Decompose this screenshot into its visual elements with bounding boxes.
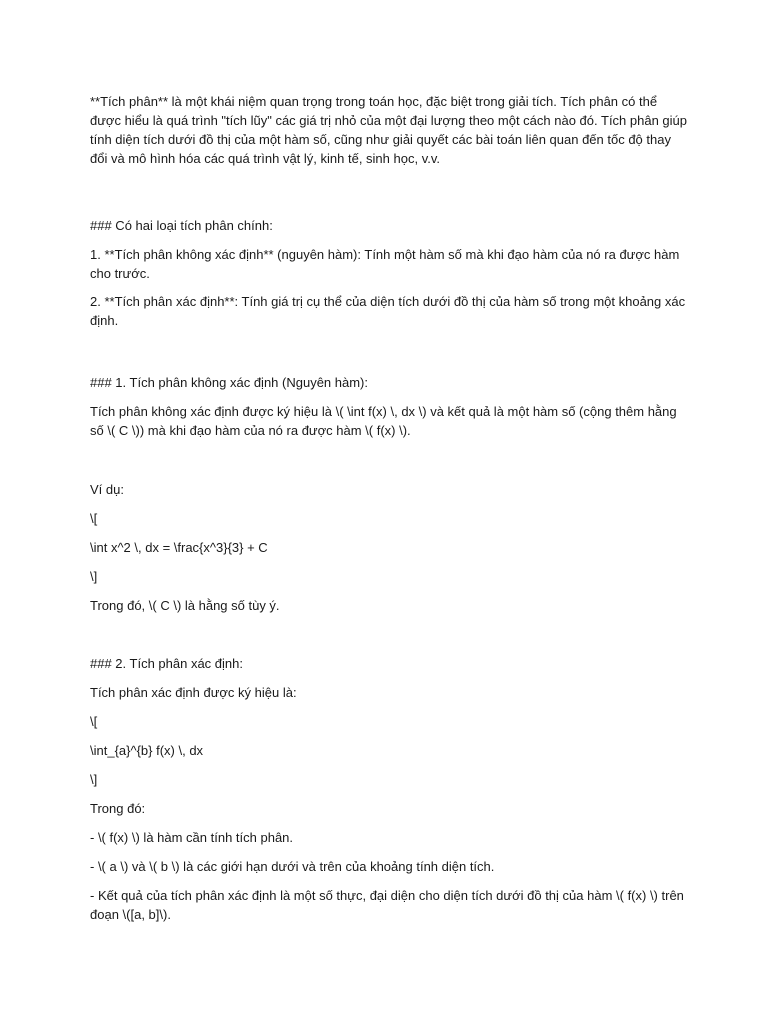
types-heading: ### Có hai loại tích phân chính:: [90, 218, 273, 233]
bullet-item: - Kết quả của tích phân xác định là một số thực, đại diện cho diện tích dưới đồ thị của hàm \( f(x) \) trên đoạn \([a, b]\).: [90, 888, 688, 922]
example-formula: \int x^2 \, dx = \frac{x^3}{3} + C: [90, 540, 268, 555]
document-body: [90, 92, 690, 924]
type-1-item: 1. **Tích phân không xác định** (nguyên hàm): Tính một hàm số mà khi đạo hàm của nó ra được hàm cho trước.: [90, 247, 683, 281]
bullet-item: - \( f(x) \) là hàm cần tính tích phân.: [90, 830, 294, 845]
definition-formula-close: \]: [90, 772, 98, 787]
section-2-text: Tích phân xác định được ký hiệu là:: [90, 685, 297, 700]
section-1-text: Tích phân không xác định được ký hiệu là \( \int f(x) \, dx \) và kết quả là một hàm số (cộng thêm hằng số \( C \)) mà khi đạo hàm của nó ra được hàm \( f(x) \).: [90, 404, 681, 438]
bullet-item: - \( a \) và \( b \) là các giới hạn dưới và trên của khoảng tính diện tích.: [90, 859, 495, 874]
type-2-item: 2. **Tích phân xác định**: Tính giá trị cụ thể của diện tích dưới đồ thị của hàm số trong một khoảng xác định.: [90, 294, 689, 328]
intro-paragraph: **Tích phân** là một khái niệm quan trọng trong toán học, đặc biệt trong giải tích. Tích phân có thể được hiểu là quá trình "tích lũy" các giá trị nhỏ của một đại lượng theo một cách nào đó. Tích phân giúp tính diện tích dưới đồ thị của một hàm số, cũng như giải quyết các bài toán liên quan đến tốc độ thay đổi và mô hình hóa các quá trình vật lý, kinh tế, sinh học, v.v.: [90, 94, 691, 166]
section-1-heading: ### 1. Tích phân không xác định (Nguyên hàm):: [90, 375, 368, 390]
section-2-heading: ### 2. Tích phân xác định:: [90, 656, 243, 671]
example-note: Trong đó, \( C \) là hằng số tùy ý.: [90, 598, 280, 613]
definition-formula: \int_{a}^{b} f(x) \, dx: [90, 743, 204, 758]
definition-formula-open: \[: [90, 714, 98, 729]
where-label: Trong đó:: [90, 801, 146, 816]
example-label: Ví dụ:: [90, 482, 124, 497]
example-formula-close: \]: [90, 569, 98, 584]
example-formula-open: \[: [90, 511, 98, 526]
